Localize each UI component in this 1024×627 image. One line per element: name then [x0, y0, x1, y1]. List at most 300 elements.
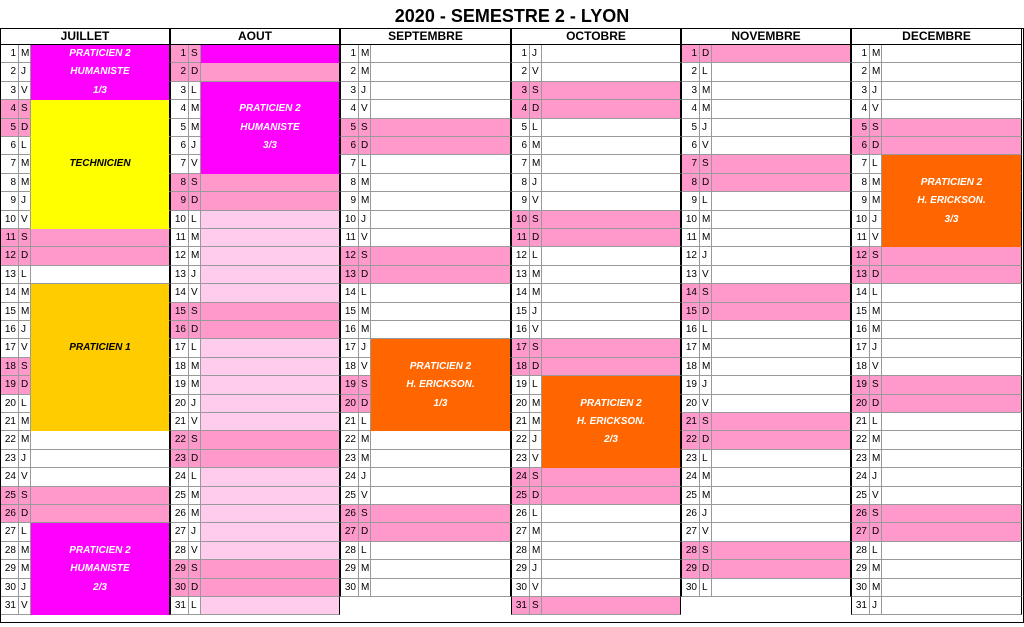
day-event-cell[interactable] [881, 229, 1022, 247]
day-number: 16 [511, 321, 529, 339]
day-number: 24 [851, 468, 869, 486]
day-letter: L [18, 523, 30, 541]
day-number: 13 [340, 266, 358, 284]
day-event-cell[interactable] [200, 523, 340, 541]
day-event-cell[interactable] [370, 100, 511, 118]
day-event-cell[interactable] [711, 523, 851, 541]
day-event-cell[interactable] [30, 211, 170, 229]
day-event-cell[interactable] [541, 579, 681, 597]
day-event-cell[interactable] [541, 376, 681, 394]
day-event-cell[interactable] [541, 487, 681, 505]
day-event-cell[interactable] [711, 505, 851, 523]
day-event-cell[interactable] [370, 45, 511, 63]
day-event-cell[interactable] [881, 45, 1022, 63]
day-letter: S [188, 303, 200, 321]
day-event-cell[interactable] [711, 579, 851, 597]
day-event-cell[interactable] [711, 376, 851, 394]
day-event-cell[interactable] [711, 450, 851, 468]
day-letter: M [358, 174, 370, 192]
day-number: 13 [170, 266, 188, 284]
day-event-cell[interactable] [30, 395, 170, 413]
day-event-cell[interactable] [881, 358, 1022, 376]
day-event-cell[interactable] [30, 229, 170, 247]
day-letter: J [699, 505, 711, 523]
day-event-cell[interactable] [881, 119, 1022, 137]
day-number: 29 [851, 560, 869, 578]
day-event-cell[interactable] [370, 229, 511, 247]
day-letter: J [699, 119, 711, 137]
day-event-cell[interactable] [30, 192, 170, 210]
day-event-cell[interactable] [881, 431, 1022, 449]
day-event-cell[interactable] [881, 505, 1022, 523]
day-number: 13 [0, 266, 18, 284]
day-event-cell[interactable] [370, 339, 511, 357]
day-number: 28 [851, 542, 869, 560]
day-event-cell[interactable] [541, 523, 681, 541]
day-event-cell[interactable] [30, 597, 170, 615]
day-event-cell[interactable] [370, 413, 511, 431]
day-number: 16 [0, 321, 18, 339]
day-event-cell[interactable] [711, 284, 851, 302]
day-event-cell[interactable] [370, 560, 511, 578]
day-number: 22 [851, 431, 869, 449]
day-event-cell[interactable] [30, 431, 170, 449]
day-event-cell[interactable] [541, 63, 681, 81]
day-number: 30 [0, 579, 18, 597]
day-number: 21 [681, 413, 699, 431]
day-letter: L [358, 542, 370, 560]
day-number: 14 [0, 284, 18, 302]
day-number: 9 [170, 192, 188, 210]
day-number: 22 [681, 431, 699, 449]
day-number: 10 [340, 211, 358, 229]
day-letter: V [699, 523, 711, 541]
event-label: HUMANISTE [70, 563, 130, 575]
day-event-cell[interactable] [30, 450, 170, 468]
day-event-cell[interactable] [711, 45, 851, 63]
day-event-cell[interactable] [541, 100, 681, 118]
day-letter: D [529, 100, 541, 118]
day-event-cell[interactable] [541, 468, 681, 486]
day-event-cell[interactable] [30, 505, 170, 523]
day-event-cell[interactable] [711, 395, 851, 413]
day-event-cell[interactable] [881, 413, 1022, 431]
day-event-cell[interactable] [30, 487, 170, 505]
day-event-cell[interactable] [541, 542, 681, 560]
day-letter: S [18, 358, 30, 376]
event-label: 3/3 [263, 140, 277, 151]
day-event-cell[interactable] [30, 523, 170, 541]
day-number: 9 [0, 192, 18, 210]
day-event-cell[interactable] [370, 119, 511, 137]
day-event-cell[interactable] [711, 431, 851, 449]
day-letter: D [699, 174, 711, 192]
day-event-cell[interactable] [200, 505, 340, 523]
day-event-cell[interactable] [200, 247, 340, 265]
day-event-cell[interactable] [541, 597, 681, 615]
day-event-cell[interactable] [370, 542, 511, 560]
day-number: 4 [170, 100, 188, 118]
day-letter: J [869, 468, 881, 486]
day-event-cell[interactable] [370, 431, 511, 449]
day-event-cell[interactable] [711, 542, 851, 560]
event-label: PRATICIEN 2 [409, 360, 472, 372]
day-letter: V [529, 450, 541, 468]
day-event-cell[interactable] [711, 321, 851, 339]
day-letter: D [869, 266, 881, 284]
day-event-cell[interactable] [541, 211, 681, 229]
day-event-cell[interactable] [370, 468, 511, 486]
day-letter: L [699, 450, 711, 468]
day-event-cell[interactable] [200, 358, 340, 376]
day-event-cell[interactable] [711, 63, 851, 81]
day-event-cell[interactable] [541, 229, 681, 247]
day-event-cell[interactable] [370, 211, 511, 229]
day-event-cell[interactable] [200, 321, 340, 339]
day-event-cell[interactable] [200, 376, 340, 394]
day-number: 25 [681, 487, 699, 505]
day-event-cell[interactable] [200, 487, 340, 505]
day-number: 17 [170, 339, 188, 357]
day-event-cell[interactable] [30, 137, 170, 155]
day-event-cell[interactable] [711, 468, 851, 486]
day-event-cell[interactable] [881, 487, 1022, 505]
day-letter: J [18, 450, 30, 468]
day-event-cell[interactable] [200, 303, 340, 321]
day-event-cell[interactable] [370, 137, 511, 155]
day-number: 31 [511, 597, 529, 615]
day-event-cell[interactable] [881, 450, 1022, 468]
day-event-cell[interactable] [881, 560, 1022, 578]
day-event-cell[interactable] [200, 284, 340, 302]
day-letter: J [358, 211, 370, 229]
day-number: 21 [511, 413, 529, 431]
day-event-cell[interactable] [200, 266, 340, 284]
day-number: 19 [340, 376, 358, 394]
day-event-cell[interactable] [370, 155, 511, 173]
day-letter: L [869, 284, 881, 302]
day-event-cell[interactable] [370, 63, 511, 81]
day-event-cell[interactable] [711, 155, 851, 173]
day-number: 25 [340, 487, 358, 505]
day-event-cell[interactable] [711, 211, 851, 229]
day-event-cell[interactable] [200, 450, 340, 468]
day-letter: L [529, 376, 541, 394]
day-number: 30 [511, 579, 529, 597]
day-letter: D [358, 137, 370, 155]
day-letter: M [188, 376, 200, 394]
day-number: 5 [340, 119, 358, 137]
day-event-cell[interactable] [541, 192, 681, 210]
day-number: 10 [681, 211, 699, 229]
day-event-cell[interactable] [200, 413, 340, 431]
day-letter: V [188, 413, 200, 431]
day-number: 6 [681, 137, 699, 155]
day-letter: L [18, 266, 30, 284]
day-letter: J [18, 579, 30, 597]
day-event-cell[interactable] [370, 505, 511, 523]
day-number: 25 [170, 487, 188, 505]
day-number: 23 [0, 450, 18, 468]
day-number: 12 [340, 247, 358, 265]
day-event-cell[interactable] [881, 579, 1022, 597]
day-event-cell[interactable] [370, 247, 511, 265]
day-letter: V [529, 321, 541, 339]
day-event-cell[interactable] [541, 82, 681, 100]
day-event-cell[interactable] [200, 192, 340, 210]
day-letter: S [869, 505, 881, 523]
day-event-cell[interactable] [370, 487, 511, 505]
day-letter: J [869, 211, 881, 229]
day-event-cell[interactable] [30, 266, 170, 284]
day-number: 7 [340, 155, 358, 173]
day-event-cell[interactable] [200, 155, 340, 173]
day-number: 27 [681, 523, 699, 541]
day-event-cell[interactable] [541, 505, 681, 523]
day-letter: L [869, 542, 881, 560]
event-label: H. ERICKSON. [576, 416, 646, 427]
day-number: 28 [0, 542, 18, 560]
day-number: 12 [851, 247, 869, 265]
day-event-cell[interactable] [200, 395, 340, 413]
day-letter: D [699, 303, 711, 321]
day-event-cell[interactable] [711, 303, 851, 321]
day-event-cell[interactable] [711, 100, 851, 118]
day-number: 10 [170, 211, 188, 229]
day-event-cell[interactable] [881, 63, 1022, 81]
day-event-cell[interactable] [541, 266, 681, 284]
day-event-cell[interactable] [881, 376, 1022, 394]
day-event-cell[interactable] [881, 284, 1022, 302]
day-event-cell[interactable] [881, 82, 1022, 100]
day-event-cell[interactable] [711, 247, 851, 265]
day-letter: S [188, 431, 200, 449]
day-event-cell[interactable] [541, 137, 681, 155]
day-letter: V [18, 82, 30, 100]
day-letter: J [529, 560, 541, 578]
day-number: 12 [0, 247, 18, 265]
day-event-cell[interactable] [881, 542, 1022, 560]
month-header-juillet: JUILLET [0, 28, 170, 45]
day-event-cell[interactable] [30, 303, 170, 321]
day-event-cell[interactable] [881, 523, 1022, 541]
day-event-cell[interactable] [200, 579, 340, 597]
day-event-cell[interactable] [200, 468, 340, 486]
month-header-aout: AOUT [170, 28, 340, 45]
day-letter: S [699, 542, 711, 560]
day-number: 3 [511, 82, 529, 100]
day-event-cell[interactable] [370, 303, 511, 321]
day-number: 8 [681, 174, 699, 192]
day-event-cell[interactable] [541, 339, 681, 357]
day-letter: S [18, 100, 30, 118]
day-event-cell[interactable] [881, 100, 1022, 118]
day-event-cell[interactable] [30, 100, 170, 118]
day-event-cell[interactable] [30, 321, 170, 339]
day-event-cell[interactable] [541, 174, 681, 192]
day-event-cell[interactable] [711, 174, 851, 192]
day-event-cell[interactable] [541, 45, 681, 63]
day-number: 22 [0, 431, 18, 449]
day-number: 14 [851, 284, 869, 302]
day-event-cell[interactable] [370, 523, 511, 541]
day-letter: L [529, 247, 541, 265]
day-letter: D [699, 431, 711, 449]
day-event-cell[interactable] [881, 468, 1022, 486]
day-event-cell[interactable] [881, 321, 1022, 339]
day-event-cell[interactable] [541, 119, 681, 137]
day-letter: M [358, 63, 370, 81]
day-event-cell[interactable] [370, 192, 511, 210]
day-event-cell[interactable] [711, 560, 851, 578]
day-event-cell[interactable] [370, 82, 511, 100]
day-letter: S [529, 211, 541, 229]
day-letter: S [699, 413, 711, 431]
day-letter: V [699, 395, 711, 413]
day-event-cell[interactable] [370, 321, 511, 339]
day-number: 4 [511, 100, 529, 118]
day-number: 20 [0, 395, 18, 413]
day-event-cell[interactable] [711, 192, 851, 210]
day-letter: J [188, 266, 200, 284]
day-event-cell[interactable] [30, 247, 170, 265]
day-number: 22 [511, 431, 529, 449]
day-event-cell[interactable] [30, 358, 170, 376]
day-event-cell[interactable] [711, 413, 851, 431]
day-event-cell[interactable] [541, 303, 681, 321]
day-number: 29 [511, 560, 529, 578]
day-number: 20 [340, 395, 358, 413]
day-letter: L [188, 211, 200, 229]
day-letter: J [18, 192, 30, 210]
day-event-cell[interactable] [711, 119, 851, 137]
day-letter: M [699, 339, 711, 357]
day-letter: V [18, 339, 30, 357]
day-event-cell[interactable] [541, 284, 681, 302]
day-event-cell[interactable] [541, 155, 681, 173]
day-number: 17 [0, 339, 18, 357]
day-letter: S [358, 505, 370, 523]
day-number: 1 [170, 45, 188, 63]
day-event-cell[interactable] [541, 358, 681, 376]
day-event-cell[interactable] [711, 137, 851, 155]
day-event-cell[interactable] [711, 82, 851, 100]
day-letter: L [699, 63, 711, 81]
day-number: 1 [851, 45, 869, 63]
day-event-cell[interactable] [881, 137, 1022, 155]
day-letter: V [869, 487, 881, 505]
day-event-cell[interactable] [541, 450, 681, 468]
day-event-cell[interactable] [200, 597, 340, 615]
day-event-cell[interactable] [541, 560, 681, 578]
day-letter: S [529, 339, 541, 357]
day-number: 8 [0, 174, 18, 192]
event-label: PRATICIEN 1 [69, 342, 131, 354]
day-number: 27 [0, 523, 18, 541]
day-letter: M [699, 358, 711, 376]
day-number: 26 [681, 505, 699, 523]
day-letter: D [188, 321, 200, 339]
day-event-cell[interactable] [881, 303, 1022, 321]
page-title: 2020 - SEMESTRE 2 - LYON [394, 6, 630, 26]
day-event-cell[interactable] [30, 468, 170, 486]
day-event-cell[interactable] [200, 211, 340, 229]
day-event-cell[interactable] [370, 450, 511, 468]
day-event-cell[interactable] [30, 119, 170, 137]
event-label: HUMANISTE [70, 66, 130, 78]
day-event-cell[interactable] [200, 229, 340, 247]
month-header-novembre: NOVEMBRE [681, 28, 851, 45]
day-number: 18 [681, 358, 699, 376]
day-number: 9 [511, 192, 529, 210]
day-event-cell[interactable] [881, 266, 1022, 284]
day-number: 14 [511, 284, 529, 302]
day-number: 16 [851, 321, 869, 339]
day-event-cell[interactable] [370, 579, 511, 597]
day-letter: V [358, 229, 370, 247]
day-event-cell[interactable] [541, 321, 681, 339]
day-letter: M [869, 321, 881, 339]
day-event-cell[interactable] [370, 174, 511, 192]
day-letter: D [869, 137, 881, 155]
day-event-cell[interactable] [711, 339, 851, 357]
day-event-cell[interactable] [881, 395, 1022, 413]
day-event-cell[interactable] [711, 358, 851, 376]
day-event-cell[interactable] [881, 597, 1022, 615]
day-number: 27 [170, 523, 188, 541]
day-event-cell[interactable] [200, 63, 340, 81]
day-letter: M [529, 155, 541, 173]
day-event-cell[interactable] [200, 82, 340, 100]
day-letter: L [188, 339, 200, 357]
day-number: 2 [681, 63, 699, 81]
day-event-cell[interactable] [881, 339, 1022, 357]
day-number: 2 [851, 63, 869, 81]
day-event-cell[interactable] [200, 174, 340, 192]
day-letter: M [18, 542, 30, 560]
day-event-cell[interactable] [200, 542, 340, 560]
day-event-cell[interactable] [30, 376, 170, 394]
day-event-cell[interactable] [881, 247, 1022, 265]
day-letter: M [529, 395, 541, 413]
day-letter: J [18, 321, 30, 339]
day-letter: M [18, 45, 30, 63]
day-number: 3 [681, 82, 699, 100]
day-number: 28 [511, 542, 529, 560]
day-letter: V [869, 229, 881, 247]
day-number: 5 [170, 119, 188, 137]
day-event-cell[interactable] [541, 247, 681, 265]
day-event-cell[interactable] [200, 431, 340, 449]
day-event-cell[interactable] [30, 284, 170, 302]
day-event-cell[interactable] [711, 266, 851, 284]
day-number: 30 [170, 579, 188, 597]
day-event-cell[interactable] [200, 560, 340, 578]
day-event-cell[interactable] [881, 155, 1022, 173]
day-event-cell[interactable] [370, 266, 511, 284]
day-event-cell[interactable] [30, 174, 170, 192]
day-number: 20 [511, 395, 529, 413]
day-event-cell[interactable] [711, 229, 851, 247]
day-event-cell[interactable] [711, 487, 851, 505]
day-number: 18 [170, 358, 188, 376]
day-letter: D [529, 358, 541, 376]
event-label: TECHNICIEN [69, 158, 131, 170]
day-event-cell[interactable] [200, 339, 340, 357]
day-event-cell[interactable] [370, 284, 511, 302]
day-event-cell[interactable] [30, 413, 170, 431]
day-event-cell[interactable] [200, 45, 340, 63]
